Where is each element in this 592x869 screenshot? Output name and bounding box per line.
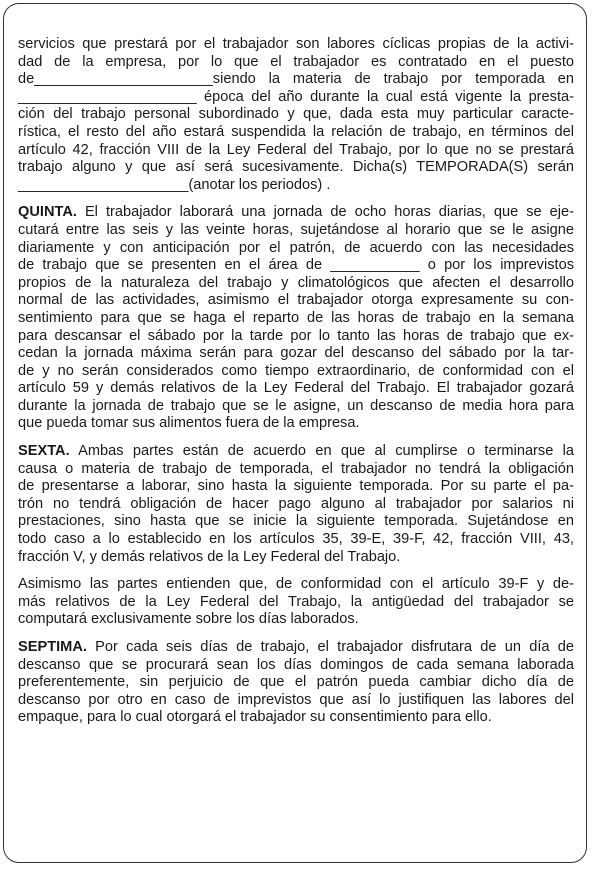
clause-sexta [18, 443, 574, 566]
text-line: preferentemente, sin perjuicio de que el patrón pueda cambiar dicho día de [18, 674, 574, 691]
text-line: dad de la empresa, por lo que el trabajador es contratado en el puesto [18, 53, 574, 70]
paragraph-temporada [18, 36, 574, 194]
text-line [18, 639, 574, 657]
text-line: artículo 59 y demás relativos de la Ley Federal del Trabajo. El trabajador gozará [18, 380, 574, 397]
text-run: El trabajador laborará una jornada de ocho horas diarias, que se eje- [76, 204, 574, 221]
text-line: sentimiento para que se haga el reparto de las horas de trabajo en la semana [18, 309, 574, 326]
clause-heading: SEPTIMA. [18, 639, 87, 655]
text-line: descanso que se procurará sean los días domingos de cada semana laborada [18, 656, 574, 673]
text-line: cedan la jornada máxima serán para gozar del descanso del sábado por la tar- [18, 345, 574, 362]
text-line: Asimismo las partes entienden que, de conformidad con el artículo 39-F y de- [18, 576, 574, 593]
document-body [18, 36, 574, 737]
text-line: descanso por otro en caso de imprevistos que así lo justifiquen las labores del [18, 691, 574, 708]
text-line: fracción V, y demás relativos de la Ley Federal del Trabajo. [18, 548, 401, 565]
clause-quinta [18, 204, 574, 433]
text-line: artículo 42, fracción VIII de la Ley Federal del Trabajo, por lo que no se prestará [18, 141, 574, 158]
text-line: todo caso a lo establecido en los artículos 35, 39-E, 39-F, 42, fracción VIII, 43, [18, 531, 574, 548]
text-line: rística, el resto del año estará suspendida la relación de trabajo, en términos del [18, 123, 574, 140]
text-line: empaque, para lo cual otorgará el trabajador su consentimiento para ello. [18, 709, 492, 726]
text-line: más relativos de la Ley Federal del Trabajo, la antigüedad del trabajador se [18, 593, 574, 610]
text-line [18, 204, 574, 222]
text-line: de trabajo que se presenten en el área de ___________ o por los imprevistos [18, 257, 574, 274]
text-line: diariamente y con anticipación por el patrón, de acuerdo con las necesidades [18, 239, 574, 256]
text-line: durante la jornada de trabajo que se le asigne, un descanso de media hora para [18, 397, 574, 414]
text-line: trabajo alguno y que así será sucesivamente. Dicha(s) TEMPORADA(S) serán [18, 159, 574, 176]
clause-septima [18, 639, 574, 727]
text-line: cutará entre las seis y las veinte horas, sujetándose al horario que se le asigne [18, 221, 574, 238]
text-line: servicios que prestará por el trabajador son labores cíclicas propias de la activi- [18, 36, 574, 52]
text-run: Ambas partes están de acuerdo en que al cumplirse o terminarse la [69, 443, 574, 460]
text-line: ción del trabajo personal subordinado y que, dada esta muy particular caracte- [18, 106, 574, 123]
text-line [18, 443, 574, 461]
text-line: prestaciones, sino hasta que se inicie la siguiente temporada. Sujetándose en [18, 513, 574, 530]
clause-heading: SEXTA. [18, 443, 70, 460]
text-line: _____________________(anotar los periodos) . [18, 176, 331, 193]
text-line: computará exclusivamente sobre los días laborados. [18, 611, 359, 628]
text-line: trón no tendrá obligación de hacer pago alguno al trabajador por salarios ni [18, 495, 574, 512]
text-line: ______________________ época del año durante la cual está vigente la presta- [18, 88, 574, 105]
paragraph-antiguedad [18, 576, 574, 629]
text-line: de y no serán considerados como tiempo extraordinario, de conformidad con el [18, 362, 574, 379]
text-line: de______________________siendo la materia de trabajo por temporada en [18, 71, 574, 88]
text-line: normal de las actividades, asimismo el trabajador otorga expresamente su con- [18, 292, 574, 309]
text-line: de presentarse a laborar, sino hasta la siguiente temporada. Por su parte el pa- [18, 478, 574, 495]
text-run: Por cada seis días de trabajo, el trabajador disfrutara de un día de [86, 639, 574, 655]
text-line: que pueda tomar sus alimentos fuera de la empresa. [18, 415, 360, 432]
text-line: causa o materia de trabajo de temporada, el trabajador no tendrá la obligación [18, 460, 574, 477]
text-line: propios de la naturaleza del trabajo y climatológicos que afecten el desarrollo [18, 274, 574, 291]
text-line: para descansar el sábado por la tarde por lo tanto las horas de trabajo que ex- [18, 327, 574, 344]
clause-heading: QUINTA. [18, 204, 77, 221]
